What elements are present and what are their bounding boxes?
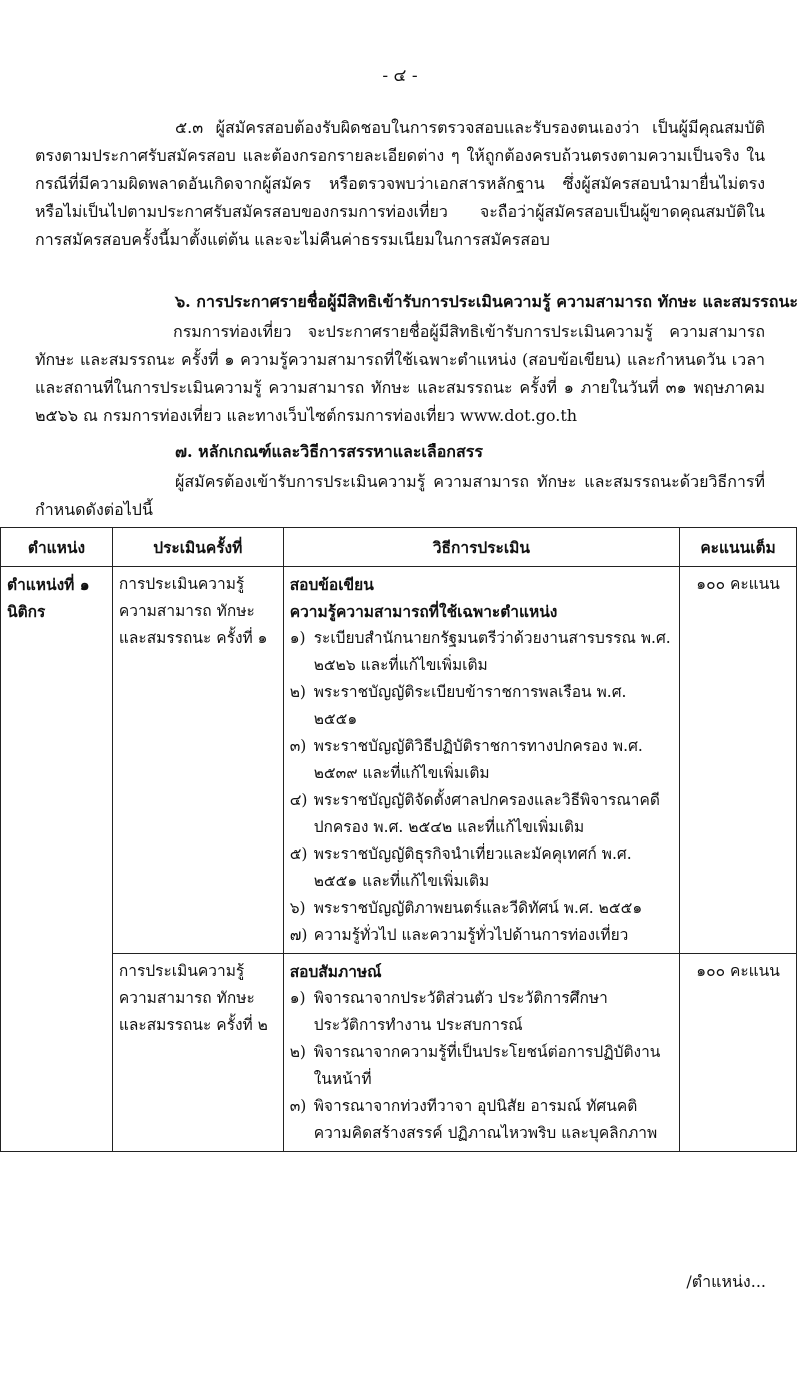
list-item: ๔) พระราชบัญญัติจัดตั้งศาลปกครองและวิธีพิจารณาคดีปกครอง พ.ศ. ๒๕๔๒ และที่แก้ไขเพิ่มเติม [289, 791, 660, 836]
list-item: ๑) พิจารณาจากประวัติส่วนตัว ประวัติการศึกษา ประวัติการทำงาน ประสบการณ์ [289, 989, 608, 1034]
method-cell [283, 567, 679, 954]
header-round: ประเมินครั้งที่ [112, 528, 283, 567]
method-item-list [290, 985, 673, 1147]
position-cell [1, 567, 113, 1152]
paragraph-5-3: ๕.๓ ผู้สมัครสอบต้องรับผิดชอบในการตรวจสอบและรับรองตนเองว่า เป็นผู้มีคุณสมบัติตรงตามประกาศรับสมัครสอบ และต้องกรอกรายละเอียดต่าง ๆ ให้ถูกต้องครบถ้วนตรงตามความเป็นจริง ในกรณีที่มีความผิดพลาดอันเกิดจากผู้สมัคร หรือตรวจพบว่าเอกสารหลักฐาน ซึ่งผู้สมัครสอบนำมายื่นไม่ตรงหรือไม่เป็นไปตามประกาศรับสมัครสอบของกรมการท่องเที่ยว จะถือว่าผู้สมัครสอบเป็นผู้ขาดคุณสมบัติในการสมัครสอบครั้งนี้มาตั้งแต่ต้น และจะไม่คืนค่าธรรมเนียมในการสมัครสอบ [35, 118, 765, 249]
score-cell: ๑๐๐ คะแนน [680, 954, 797, 1152]
list-item: ๒) พิจารณาจากความรู้ที่เป็นประโยชน์ต่อการปฏิบัติงานในหน้าที่ [289, 1043, 661, 1088]
table-header-row [1, 528, 797, 567]
list-item: ๖) พระราชบัญญัติภาพยนตร์และวีดิทัศน์ พ.ศ. ๒๕๕๑ [289, 899, 643, 917]
list-item: ๓) พิจารณาจากท่วงทีวาจา อุปนิสัย อารมณ์ ทัศนคติ ความคิดสร้างสรรค์ ปฏิภาณไหวพริบ และบุคลิกภาพ [289, 1097, 658, 1142]
method-title: สอบสัมภาษณ์ [289, 962, 382, 981]
section-7-heading: ๗. หลักเกณฑ์และวิธีการสรรหาและเลือกสรร [175, 442, 483, 461]
list-item: ๗) ความรู้ทั่วไป และความรู้ทั่วไปด้านการท่องเที่ยว [289, 926, 629, 944]
method-subtitle: ความรู้ความสามารถที่ใช้เฉพาะตำแหน่ง [289, 602, 558, 621]
assessment-table [0, 527, 797, 1152]
round-cell: การประเมินความรู้ ความสามารถ ทักษะ และสมรรถนะ ครั้งที่ ๑ [112, 567, 283, 954]
section-6-heading: ๖. การประกาศรายชื่อผู้มีสิทธิเข้ารับการประเมินความรู้ ความสามารถ ทักษะ และสมรรถนะ [175, 292, 798, 311]
list-item: ๑) ระเบียบสำนักนายกรัฐมนตรีว่าด้วยงานสารบรรณ พ.ศ. ๒๕๒๖ และที่แก้ไขเพิ่มเติม [289, 629, 671, 674]
header-position: ตำแหน่ง [1, 528, 113, 567]
continuation-note: /ตำแหน่ง... [686, 1272, 766, 1291]
page-number: - ๔ - [382, 66, 418, 86]
header-score: คะแนนเต็ม [680, 528, 797, 567]
list-item: ๕) พระราชบัญญัติธุรกิจนำเที่ยวและมัคคุเทศก์ พ.ศ. ๒๕๕๑ และที่แก้ไขเพิ่มเติม [289, 845, 632, 890]
list-item: ๒) พระราชบัญญัติระเบียบข้าราชการพลเรือน พ.ศ. ๒๕๕๑ [289, 683, 627, 728]
position-title: นิติกร [7, 602, 46, 621]
header-method: วิธีการประเมิน [283, 528, 679, 567]
table-row [1, 567, 797, 954]
method-item-list [290, 625, 673, 949]
position-number: ตำแหน่งที่ ๑ [7, 575, 90, 594]
list-item: ๓) พระราชบัญญัติวิธีปฏิบัติราชการทางปกครอง พ.ศ. ๒๕๓๙ และที่แก้ไขเพิ่มเติม [289, 737, 643, 782]
score-cell: ๑๐๐ คะแนน [680, 567, 797, 954]
round-cell: การประเมินความรู้ ความสามารถ ทักษะ และสมรรถนะ ครั้งที่ ๒ [112, 954, 283, 1152]
method-cell [283, 954, 679, 1152]
table-row [1, 954, 797, 1152]
section-6-body: กรมการท่องเที่ยว จะประกาศรายชื่อผู้มีสิทธิเข้ารับการประเมินความรู้ ความสามารถ ทักษะ และสมรรถนะ ครั้งที่ ๑ ความรู้ความสามารถที่ใช้เฉพาะตำแหน่ง (สอบข้อเขียน) และกำหนดวัน เวลา และสถานที่ในการประเมินความรู้ ความสามารถ ทักษะ และสมรรถนะ ครั้งที่ ๑ ภายในวันที่ ๓๑ พฤษภาคม ๒๕๖๖ ณ กรมการท่องเที่ยว และทางเว็บไซต์กรมการท่องเที่ยว www.dot.go.th [35, 322, 765, 425]
section-7-body: ผู้สมัครต้องเข้ารับการประเมินความรู้ ความสามารถ ทักษะ และสมรรถนะด้วยวิธีการที่กำหนดดังต่อไปนี้ [35, 472, 765, 519]
method-title: สอบข้อเขียน [289, 575, 374, 594]
